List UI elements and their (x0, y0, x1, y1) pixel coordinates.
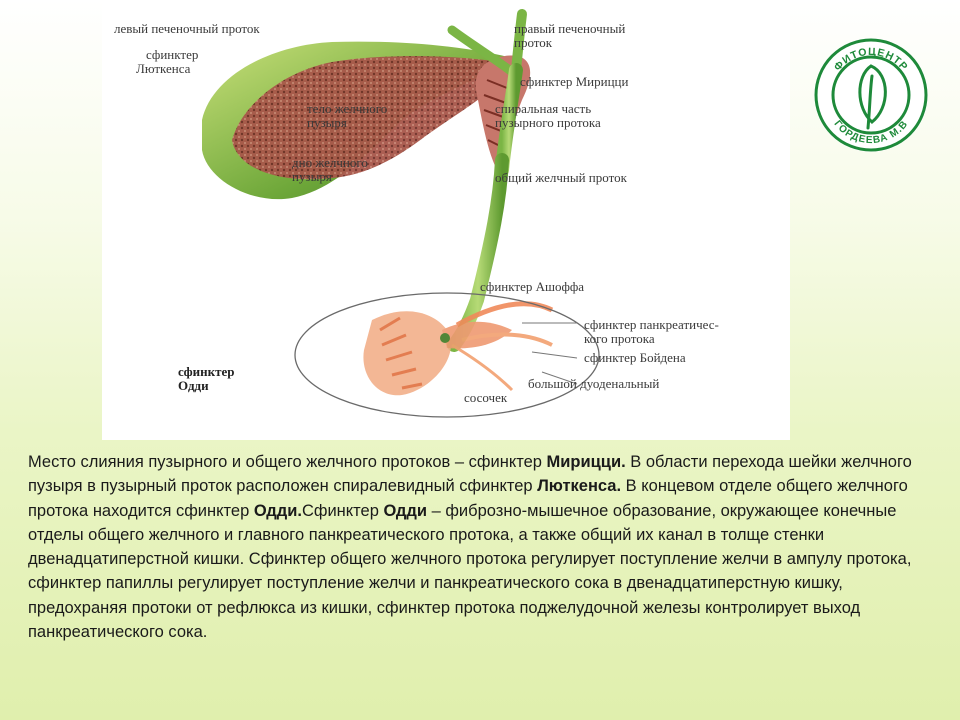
label-spiral-1: спиральная часть (495, 101, 592, 116)
label-papilla-1: большой дуоденальный (528, 376, 660, 391)
caption-part-1: Место слияния пузырного и общего желчного протоков – сфинктер (28, 453, 547, 471)
duodenal-papilla (363, 304, 552, 396)
label-left-hepatic-duct: левый печеночный проток (114, 21, 260, 36)
label-mirizzi: сфинктер Мирицци (520, 74, 629, 89)
label-gb-body-1: тело желчного (307, 101, 388, 116)
caption-bold-oddi-2: Одди (383, 501, 428, 520)
label-common-bile-duct: общий желчный проток (495, 170, 627, 185)
logo-bottom-text: ГОРДЕЕВА М.В (831, 118, 911, 147)
label-right-hepatic-duct-2: проток (514, 35, 553, 50)
description-text (28, 450, 940, 644)
caption-bold-lutkens: Люткенса. (537, 477, 622, 496)
caption-part-4: Сфинктер (301, 501, 384, 520)
caption-part-3: В концевом отделе общего желчного протока находится сфинктер (28, 477, 908, 520)
label-spiral-2: пузырного протока (495, 115, 601, 130)
label-ashoff: сфинктер Ашоффа (480, 279, 585, 294)
caption-part-5: – фиброзно-мышечное образование, окружающее конечные отделы общего желчного и главного панкреатического протока, а также общий их канал в толще стенки двенадцатиперстной кишки. Сфинктер общего желчного протока регулирует поступление желчи в ампулу протока, сфинктер папиллы регулирует поступление желчи и панкреатического сока в двенадцатиперстную кишку, предохраняя протоки от рефлюкса из кишки, сфинктер протока поджелудочной железы контролирует выход панкреатического сока. (28, 501, 912, 642)
label-gb-body-2: пузыря (307, 115, 347, 130)
anatomy-diagram (102, 0, 790, 440)
caption-bold-mirizzi: Мирицци. (546, 453, 626, 471)
logo-top-text: ФИТОЦЕНТР (831, 45, 911, 74)
label-papilla-2: сосочек (464, 390, 508, 405)
label-gb-fundus-2: пузыря (292, 169, 332, 184)
label-right-hepatic-duct-1: правый печеночный (514, 21, 626, 36)
label-pancreatic-2: кого протока (584, 331, 655, 346)
label-boyden: сфинктер Бойдена (584, 350, 686, 365)
label-oddi-2: Одди (178, 378, 209, 393)
label-oddi-1: сфинктер (178, 364, 235, 379)
label-gb-fundus-1: дно желчного (292, 155, 368, 170)
caption-part-2: В области перехода шейки желчного пузыря в пузырный проток расположен спиралевидный сфинктер (28, 453, 912, 496)
caption-bold-oddi-1: Одди. (253, 501, 302, 520)
label-pancreatic-1: сфинктер панкреатичес- (584, 317, 719, 332)
phytocenter-logo (812, 36, 930, 154)
label-lutkens-1: сфинктер (146, 47, 199, 62)
label-lutkens-2: Люткенса (136, 61, 191, 76)
